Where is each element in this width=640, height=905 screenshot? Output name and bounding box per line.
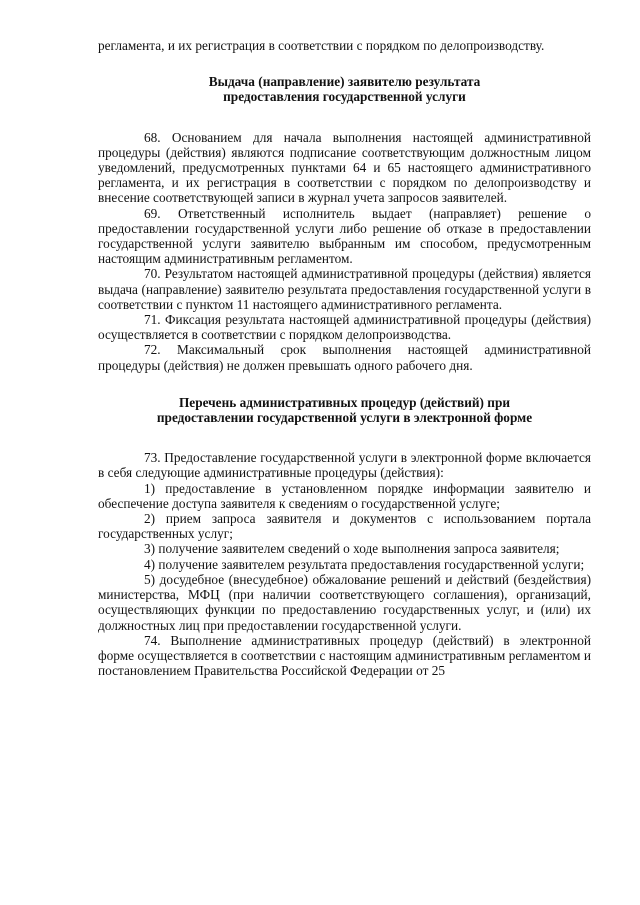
heading-line-1: Перечень административных процедур (действий) при (178, 394, 511, 410)
paragraph-71: 71. Фиксация результата настоящей административной процедуры (действия) осуществляется в соответствии с порядком делопроизводства. (98, 312, 591, 343)
list-item-1: 1) предоставление в установленном порядке информации заявителю и обеспечение доступа заявителя к сведениям о государственной услуге; (98, 480, 591, 511)
paragraph-74: 74. Выполнение административных процедур (действий) в электронной форме осуществляется в соответствии с настоящим административным регламентом и постановлением Правительства Российской Федерации от 25 (98, 632, 591, 679)
heading-line-2: предоставления государственной услуги (223, 89, 466, 105)
paragraph-68: 68. Основанием для начала выполнения настоящей административной процедуры (действия) являются подписание соответствующим должностным лицом уведомлений, предусмотренных пунктами 64 и 65 настоящего административного регламента, и их регистрация в соответствии с порядком по делопроизводству и внесение соответствующей записи в журнал учета запросов заявителей. (98, 129, 591, 206)
intro-paragraph: регламента, и их регистрация в соответствии с порядком по делопроизводству. (98, 38, 545, 53)
list-item-4: 4) получение заявителем результата предоставления государственной услуги; (144, 556, 585, 572)
section-heading-result-issuance (98, 74, 591, 104)
paragraph-70: 70. Результатом настоящей административной процедуры (действия) является выдача (направление) заявителю результата предоставления государственной услуги в соответствии с пунктом 11 настоящего административного регламента. (98, 266, 591, 312)
paragraph-72: 72. Максимальный срок выполнения настоящей административной процедуры (действия) не должен превышать одного рабочего дня. (98, 342, 591, 373)
heading-line-1: Выдача (направление) заявителю результата (208, 74, 481, 90)
list-item-5: 5) досудебное (внесудебное) обжалование решений и действий (бездействия) министерства, МФЦ (при наличии соответствующего соглашения), организаций, осуществляющих функции по предоставлению государственных услуг, и (или) их должностных лиц при предоставлении государственной услуги. (98, 571, 591, 633)
paragraph-73: 73. Предоставление государственной услуги в электронной форме включается в себя следующие административные процедуры (действия): (98, 450, 591, 481)
document-body (98, 38, 591, 678)
paragraph-69: 69. Ответственный исполнитель выдает (направляет) решение о предоставлении государственной услуги либо решение об отказе в предоставлении государственной услуги заявителю выбранным им способом, предусмотренным настоящим административным регламентом. (98, 205, 591, 267)
heading-line-2: предоставлении государственной услуги в электронной форме (156, 410, 533, 426)
list-item-2: 2) прием запроса заявителя и документов с использованием портала государственных услуг; (98, 511, 591, 542)
section-heading-electronic-procedures (98, 395, 591, 425)
list-item-3: 3) получение заявителем сведений о ходе выполнения запроса заявителя; (144, 541, 560, 557)
